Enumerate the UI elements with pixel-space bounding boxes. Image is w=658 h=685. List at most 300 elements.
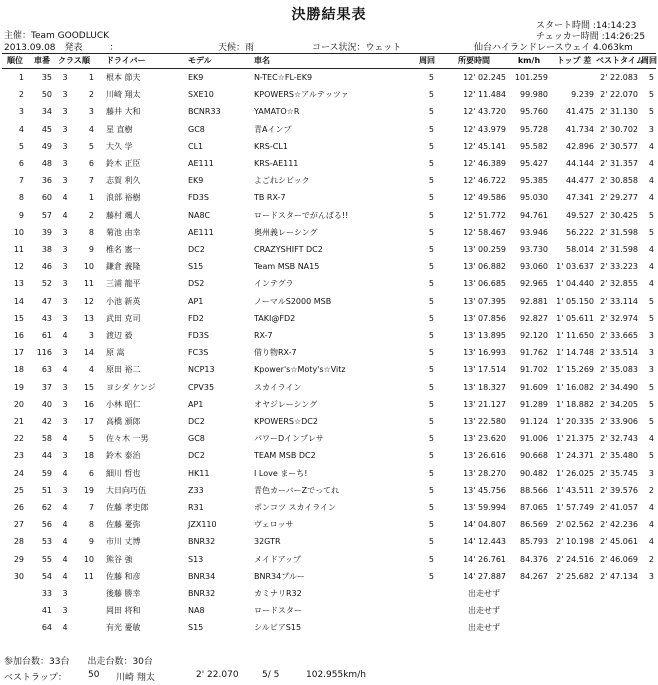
cell-model: AE111 <box>188 227 214 237</box>
cell-class: 4 <box>62 193 68 203</box>
cell-rank: 22 <box>13 434 24 444</box>
publish-date: 2013.09.08 発表 ： <box>4 43 119 53</box>
cell-speed: 93.730 <box>520 245 548 254</box>
cell-best-lap: 5 <box>648 73 654 82</box>
cell-model: CPV35 <box>188 382 215 392</box>
cell-rank: 11 <box>13 245 24 254</box>
cell-best-lap: 5 <box>648 227 654 237</box>
cell-car-name: ヴェロッサ <box>254 520 294 530</box>
cell-car-name: RX-7 <box>254 331 273 340</box>
cell-model: NCP13 <box>188 365 215 375</box>
table-row <box>0 173 658 188</box>
cell-total-time: 13' 21.127 <box>463 399 506 409</box>
cell-driver: 高橋 頒郎 <box>106 417 141 426</box>
cell-model: BCNR33 <box>188 107 221 117</box>
cell-gap: 1' 57.749 <box>556 503 594 512</box>
cell-total-time: 13' 18.327 <box>463 382 506 392</box>
table-row <box>0 552 658 567</box>
table-row <box>0 294 658 309</box>
cell-driver: 藤村 颯人 <box>106 210 141 220</box>
column-header-class-position: 順 <box>82 56 90 65</box>
cell-total-time: 13' 45.756 <box>463 485 506 495</box>
cell-best-lap: 4 <box>648 279 654 289</box>
cell-best-lap: 4 <box>648 434 654 444</box>
cell-laps: 5 <box>428 193 434 203</box>
cell-gap: 56.222 <box>566 227 594 237</box>
cell-car-number: 43 <box>41 313 52 323</box>
cell-car-name: 青色カーバーZでってれ <box>254 485 340 495</box>
cell-car-number: 60 <box>41 193 52 203</box>
cell-class-position: 7 <box>88 503 94 512</box>
cell-rank: 6 <box>18 159 24 168</box>
cell-car-number: 40 <box>41 399 52 409</box>
cell-speed: 91.124 <box>520 417 548 426</box>
cell-laps: 5 <box>428 262 434 272</box>
cell-best-lap: 5 <box>648 382 654 392</box>
cell-laps: 5 <box>428 176 434 186</box>
cell-speed: 92.965 <box>520 279 548 289</box>
cell-best-lap: 4 <box>648 193 654 203</box>
cell-car-name: TEAM MSB DC2 <box>254 451 316 461</box>
cell-model: JZX110 <box>188 520 217 530</box>
column-header-car-name: 車名 <box>254 56 270 65</box>
cell-class: 3 <box>62 262 68 272</box>
cell-model: S15 <box>188 262 204 272</box>
table-row <box>0 139 658 154</box>
cell-laps: 5 <box>428 159 434 168</box>
cell-car-number: 49 <box>41 141 52 151</box>
cell-class-position: 14 <box>83 348 94 358</box>
cell-car-name: KRS-AE111 <box>254 159 299 168</box>
cell-gap: 1' 05.611 <box>556 313 594 323</box>
cell-driver: 原田 裕二 <box>106 365 141 375</box>
cell-driver: 藤井 大和 <box>106 107 141 117</box>
cell-best-lap: 4 <box>648 537 654 547</box>
cell-car-name: オヤジレーシング <box>254 399 318 409</box>
cell-speed: 99.980 <box>520 90 548 100</box>
cell-class-position: 16 <box>83 399 94 409</box>
cell-best-time: 2' 31.130 <box>600 107 638 117</box>
table-row <box>0 328 658 343</box>
cell-total-time: 12' 58.467 <box>463 227 506 237</box>
column-header-driver: ドライバー <box>106 56 146 65</box>
cell-speed: 101.259 <box>514 73 548 82</box>
cell-car-number: 50 <box>41 90 52 100</box>
cell-gap: 1' 43.511 <box>556 485 594 495</box>
cell-car-name: Team MSB NA15 <box>254 262 320 272</box>
column-header-total-time: 所要時間 <box>458 56 490 65</box>
cell-class: 4 <box>62 623 68 633</box>
cell-speed: 93.946 <box>520 227 548 237</box>
cell-model: GC8 <box>188 434 205 444</box>
cell-class-position: 19 <box>83 485 94 495</box>
table-row <box>0 259 658 274</box>
cell-driver: 佐々木 一男 <box>106 434 149 444</box>
cell-car-name: TB RX-7 <box>254 193 286 203</box>
cell-best-time: 2' 33.114 <box>600 296 638 306</box>
cell-class: 3 <box>62 589 68 598</box>
cell-total-time: 14' 26.761 <box>463 554 506 564</box>
cell-model: BNR34 <box>188 571 216 581</box>
cell-class-position: 11 <box>83 571 94 581</box>
cell-best-time: 2' 30.702 <box>600 124 638 134</box>
cell-rank: 24 <box>13 468 24 478</box>
cell-laps: 5 <box>428 245 434 254</box>
column-header-laps: 周回 <box>419 56 435 65</box>
cell-gap: 1' 24.371 <box>556 451 594 461</box>
cell-speed: 85.793 <box>520 537 548 547</box>
cell-best-lap: 3 <box>648 571 654 581</box>
cell-driver: 熊谷 強 <box>106 554 133 564</box>
cell-laps: 5 <box>428 365 434 375</box>
cell-best-lap: 5 <box>648 451 654 461</box>
cell-car-number: 116 <box>36 348 52 358</box>
cell-speed: 87.065 <box>520 503 548 512</box>
cell-class: 4 <box>62 554 68 564</box>
cell-speed: 90.668 <box>520 451 548 461</box>
cell-driver: 市川 丈博 <box>106 537 141 547</box>
cell-best-lap: 3 <box>648 468 654 478</box>
cell-rank: 12 <box>13 262 24 272</box>
cell-driver: 小林 昭仁 <box>106 399 141 409</box>
cell-rank: 4 <box>18 124 24 134</box>
cell-car-number: 38 <box>41 245 52 254</box>
cell-best-lap: 3 <box>648 348 654 358</box>
cell-total-time: 13' 23.620 <box>463 434 506 444</box>
cell-best-lap: 2 <box>648 554 654 564</box>
cell-gap: 49.527 <box>566 210 594 220</box>
column-header-row <box>0 53 658 68</box>
cell-car-name: スカイライン <box>254 382 302 392</box>
cell-gap: 41.475 <box>566 107 594 117</box>
cell-car-number: 45 <box>41 124 52 134</box>
cell-speed: 91.762 <box>520 348 548 358</box>
table-row <box>0 414 658 429</box>
cell-gap: 1' 15.269 <box>556 365 594 375</box>
cell-total-time: 12' 45.141 <box>463 141 506 151</box>
cell-car-name: 借り物RX-7 <box>254 348 297 358</box>
cell-class: 4 <box>62 468 68 478</box>
cell-car-name: KRS-CL1 <box>254 141 288 151</box>
cell-car-name: ロードスター <box>254 606 302 616</box>
cell-total-time: 12' 51.772 <box>463 210 506 220</box>
cell-speed: 91.609 <box>520 382 548 392</box>
cell-class-position: 15 <box>83 382 94 392</box>
cell-class-position: 5 <box>88 141 94 151</box>
cell-best-lap: 4 <box>648 159 654 168</box>
cell-best-lap: 2 <box>648 485 654 495</box>
cell-rank: 3 <box>18 107 24 117</box>
cell-model: BNR32 <box>188 589 216 598</box>
cell-car-number: 36 <box>41 176 52 186</box>
cell-class-position: 17 <box>83 417 94 426</box>
cell-rank: 2 <box>18 90 24 100</box>
cell-car-number: 42 <box>41 417 52 426</box>
cell-model: AE111 <box>188 159 214 168</box>
table-row <box>0 569 658 584</box>
column-header-best-time: ベストタイム <box>596 56 644 65</box>
cell-rank: 20 <box>13 399 24 409</box>
cell-best-time: 2' 30.425 <box>600 210 638 220</box>
cell-total-time: 12' 49.586 <box>463 193 506 203</box>
cell-laps: 5 <box>428 382 434 392</box>
cell-speed: 88.566 <box>520 485 548 495</box>
table-row <box>0 586 658 601</box>
cell-class-position: 2 <box>88 90 94 100</box>
cell-car-number: 63 <box>41 365 52 375</box>
cell-best-lap: 5 <box>648 313 654 323</box>
cell-car-number: 37 <box>41 382 52 392</box>
cell-class-position: 1 <box>88 193 94 203</box>
table-row <box>0 603 658 618</box>
cell-laps: 5 <box>428 554 434 564</box>
cell-speed: 92.827 <box>520 313 548 323</box>
cell-total-time: 13' 59.994 <box>463 503 506 512</box>
cell-model: DS2 <box>188 279 205 289</box>
cell-best-lap: 5 <box>648 107 654 117</box>
cell-laps: 5 <box>428 451 434 461</box>
cell-total-time: 12' 43.720 <box>463 107 506 117</box>
best-lap-driver: 川崎 翔太 <box>116 673 155 683</box>
cell-laps: 5 <box>428 331 434 340</box>
cell-best-time: 2' 41.057 <box>600 503 638 512</box>
cell-best-lap: 4 <box>648 520 654 530</box>
cell-class-position: 18 <box>83 451 94 461</box>
column-header-best-lap: 周回 <box>641 56 657 65</box>
cell-total-time: 14' 27.887 <box>463 571 506 581</box>
cell-car-number: 51 <box>41 485 52 495</box>
cell-total-time: 13' 22.580 <box>463 417 506 426</box>
cell-speed: 92.120 <box>520 331 548 340</box>
cell-class: 3 <box>62 159 68 168</box>
cell-car-name: 32GTR <box>254 537 281 547</box>
cell-gap: 42.896 <box>566 141 594 151</box>
table-row <box>0 345 658 360</box>
cell-speed: 94.761 <box>520 210 548 220</box>
cell-best-lap: 4 <box>648 245 654 254</box>
cell-class: 3 <box>62 417 68 426</box>
cell-gap: 1' 03.637 <box>556 262 594 272</box>
weather: 天候：雨 <box>218 43 255 53</box>
start-time: スタート時間 :14:14:23 <box>536 21 637 31</box>
cell-total-time: 13' 06.882 <box>463 262 506 272</box>
cell-rank: 7 <box>18 176 24 186</box>
cell-car-number: 46 <box>41 262 52 272</box>
cell-car-number: 58 <box>41 434 52 444</box>
cell-total-time: 13' 26.616 <box>463 451 506 461</box>
cell-gap: 2' 02.562 <box>556 520 594 530</box>
cell-car-number: 61 <box>41 331 52 340</box>
cell-car-name: ノーマルS2000 MSB <box>254 296 332 306</box>
cell-best-lap: 4 <box>648 503 654 512</box>
cell-best-time: 2' 45.061 <box>600 537 638 547</box>
cell-class-position: 4 <box>88 124 94 134</box>
cell-car-name: KPOWERS☆DC2 <box>254 417 318 426</box>
cell-laps: 5 <box>428 279 434 289</box>
cell-best-lap: 3 <box>648 124 654 134</box>
cell-class: 3 <box>62 124 68 134</box>
cell-model: BNR32 <box>188 537 216 547</box>
cell-class-position: 9 <box>88 537 94 547</box>
cell-gap: 1' 05.150 <box>556 296 594 306</box>
cell-class-position: 8 <box>88 227 94 237</box>
cell-driver: 佐藤 和彦 <box>106 571 141 581</box>
cell-model: NA8 <box>188 606 205 616</box>
cell-driver: 根本 節夫 <box>106 73 141 82</box>
cell-best-time: 2' 39.576 <box>600 485 638 495</box>
cell-rank: 19 <box>13 382 24 392</box>
cell-gap: 2' 24.516 <box>556 554 594 564</box>
cell-class: 3 <box>62 279 68 289</box>
cell-model: Z33 <box>188 485 204 495</box>
cell-class: 4 <box>62 503 68 512</box>
cell-rank: 25 <box>13 485 24 495</box>
cell-car-name: 奥州義レーシング <box>254 227 318 237</box>
checker-time: チェッカー時間 :14:26:25 <box>536 32 646 42</box>
cell-class-position: 11 <box>83 279 94 289</box>
cell-best-time: 2' 35.480 <box>600 451 638 461</box>
cell-gap: 44.144 <box>566 159 594 168</box>
course-condition: コース状況：ウェット <box>312 43 402 53</box>
cell-total-time: 13' 07.856 <box>463 313 506 323</box>
cell-class-position: 12 <box>83 296 94 306</box>
cell-model: S13 <box>188 554 204 564</box>
cell-total-time: 12' 46.722 <box>463 176 506 186</box>
cell-speed: 91.289 <box>520 399 548 409</box>
cell-laps: 5 <box>428 399 434 409</box>
cell-speed: 95.760 <box>520 107 548 117</box>
cell-rank: 18 <box>13 365 24 375</box>
cell-class-position: 3 <box>88 331 94 340</box>
cell-class-position: 3 <box>88 107 94 117</box>
cell-best-lap: 5 <box>648 210 654 220</box>
cell-best-lap: 3 <box>648 331 654 340</box>
cell-speed: 91.702 <box>520 365 548 375</box>
cell-car-name: メイドアップ <box>254 554 302 564</box>
cell-class: 4 <box>62 571 68 581</box>
cell-driver: 浪部 裕樹 <box>106 193 141 203</box>
cell-class: 3 <box>62 176 68 186</box>
cell-class-position: 2 <box>88 210 94 220</box>
page-title: 決勝結果表 <box>291 7 367 23</box>
cell-speed: 95.582 <box>520 141 548 151</box>
table-row <box>0 517 658 532</box>
cell-class-position: 9 <box>88 245 94 254</box>
cell-car-number: 64 <box>41 623 52 633</box>
cell-laps: 5 <box>428 468 434 478</box>
cell-driver: 川崎 翔太 <box>106 90 141 100</box>
cell-car-name: ポンコツ スカイライン <box>254 503 337 512</box>
cell-gap: 9.239 <box>571 90 594 100</box>
cell-model: FD3S <box>188 331 209 340</box>
cell-model: SXE10 <box>188 90 214 100</box>
cell-model: CL1 <box>188 141 204 151</box>
cell-laps: 5 <box>428 434 434 444</box>
cell-class: 3 <box>62 90 68 100</box>
cell-best-time: 2' 31.598 <box>600 227 638 237</box>
cell-total-time: 12' 02.245 <box>463 73 506 82</box>
table-row <box>0 122 658 137</box>
cell-model: EK9 <box>188 176 204 186</box>
cell-gap: 44.477 <box>566 176 594 186</box>
cell-car-name: I Love まーち! <box>254 468 308 478</box>
cell-car-name: インテグラ <box>254 279 294 289</box>
cell-total-time: 14' 12.443 <box>463 537 506 547</box>
cell-laps: 5 <box>428 296 434 306</box>
column-header-gap: トップ 差 <box>556 56 592 65</box>
cell-car-number: 34 <box>41 107 52 117</box>
table-row <box>0 156 658 171</box>
cell-total-time: 13' 06.685 <box>463 279 506 289</box>
best-lap-label: ベストラップ： <box>4 673 67 683</box>
table-row <box>0 242 658 257</box>
cell-rank: 9 <box>18 210 24 220</box>
cell-best-time: 2' 42.236 <box>600 520 638 530</box>
cell-best-time: 2' 32.974 <box>600 313 638 323</box>
cell-best-time: 2' 22.070 <box>600 90 638 100</box>
cell-class: 3 <box>62 227 68 237</box>
cell-total-time: 12' 11.484 <box>463 90 506 100</box>
cell-car-name: シルビアS15 <box>254 623 302 633</box>
cell-speed: 90.482 <box>520 468 548 478</box>
column-header-speed: km/h <box>517 56 541 65</box>
cell-car-number: 39 <box>41 227 52 237</box>
cell-class: 3 <box>62 348 68 358</box>
cell-best-time: 2' 34.205 <box>600 399 638 409</box>
entry-count: 参加台数：33台 出走台数：30台 <box>4 657 153 667</box>
cell-total-time: 13' 00.259 <box>463 245 506 254</box>
cell-driver: 後藤 勝幸 <box>106 589 141 598</box>
cell-rank: 14 <box>13 296 24 306</box>
cell-driver: 星 直樹 <box>106 124 133 134</box>
cell-best-time: 2' 29.277 <box>600 193 638 203</box>
cell-class: 3 <box>62 399 68 409</box>
cell-best-time: 2' 35.745 <box>600 468 638 478</box>
cell-best-time: 2' 30.858 <box>600 176 638 186</box>
cell-gap: 2' 10.198 <box>556 537 594 547</box>
cell-laps: 5 <box>428 107 434 117</box>
column-header-car-number: 車番 <box>34 56 50 65</box>
cell-rank: 8 <box>18 193 24 203</box>
cell-class-position: 7 <box>88 176 94 186</box>
cell-car-number: 41 <box>41 606 52 616</box>
cell-model: DC2 <box>188 417 205 426</box>
cell-best-time: 2' 33.906 <box>600 417 638 426</box>
cell-best-time: 2' 35.083 <box>600 365 638 375</box>
cell-car-name: YAMATO☆R <box>254 107 300 117</box>
cell-class: 3 <box>62 382 68 392</box>
cell-driver: 菊池 由幸 <box>106 227 141 237</box>
table-row <box>0 362 658 377</box>
cell-class: 3 <box>62 451 68 461</box>
cell-best-time: 2' 47.134 <box>600 571 638 581</box>
cell-laps: 5 <box>428 417 434 426</box>
cell-driver: 原 嵩 <box>106 348 125 358</box>
table-row <box>0 70 658 85</box>
cell-driver: 細川 哲也 <box>106 468 141 478</box>
cell-driver: 渡辺 毅 <box>106 331 133 340</box>
cell-total-time: 13' 07.395 <box>463 296 506 306</box>
cell-car-name: KPOWERS☆アルテッツァ <box>254 90 349 100</box>
cell-rank: 27 <box>13 520 24 530</box>
cell-car-name: カミナリR32 <box>254 589 302 598</box>
cell-class-position: 6 <box>88 468 94 478</box>
cell-car-number: 54 <box>41 571 52 581</box>
cell-speed: 91.006 <box>520 434 548 444</box>
cell-car-number: 56 <box>41 520 52 530</box>
cell-class-position: 10 <box>83 554 94 564</box>
table-row <box>0 431 658 446</box>
